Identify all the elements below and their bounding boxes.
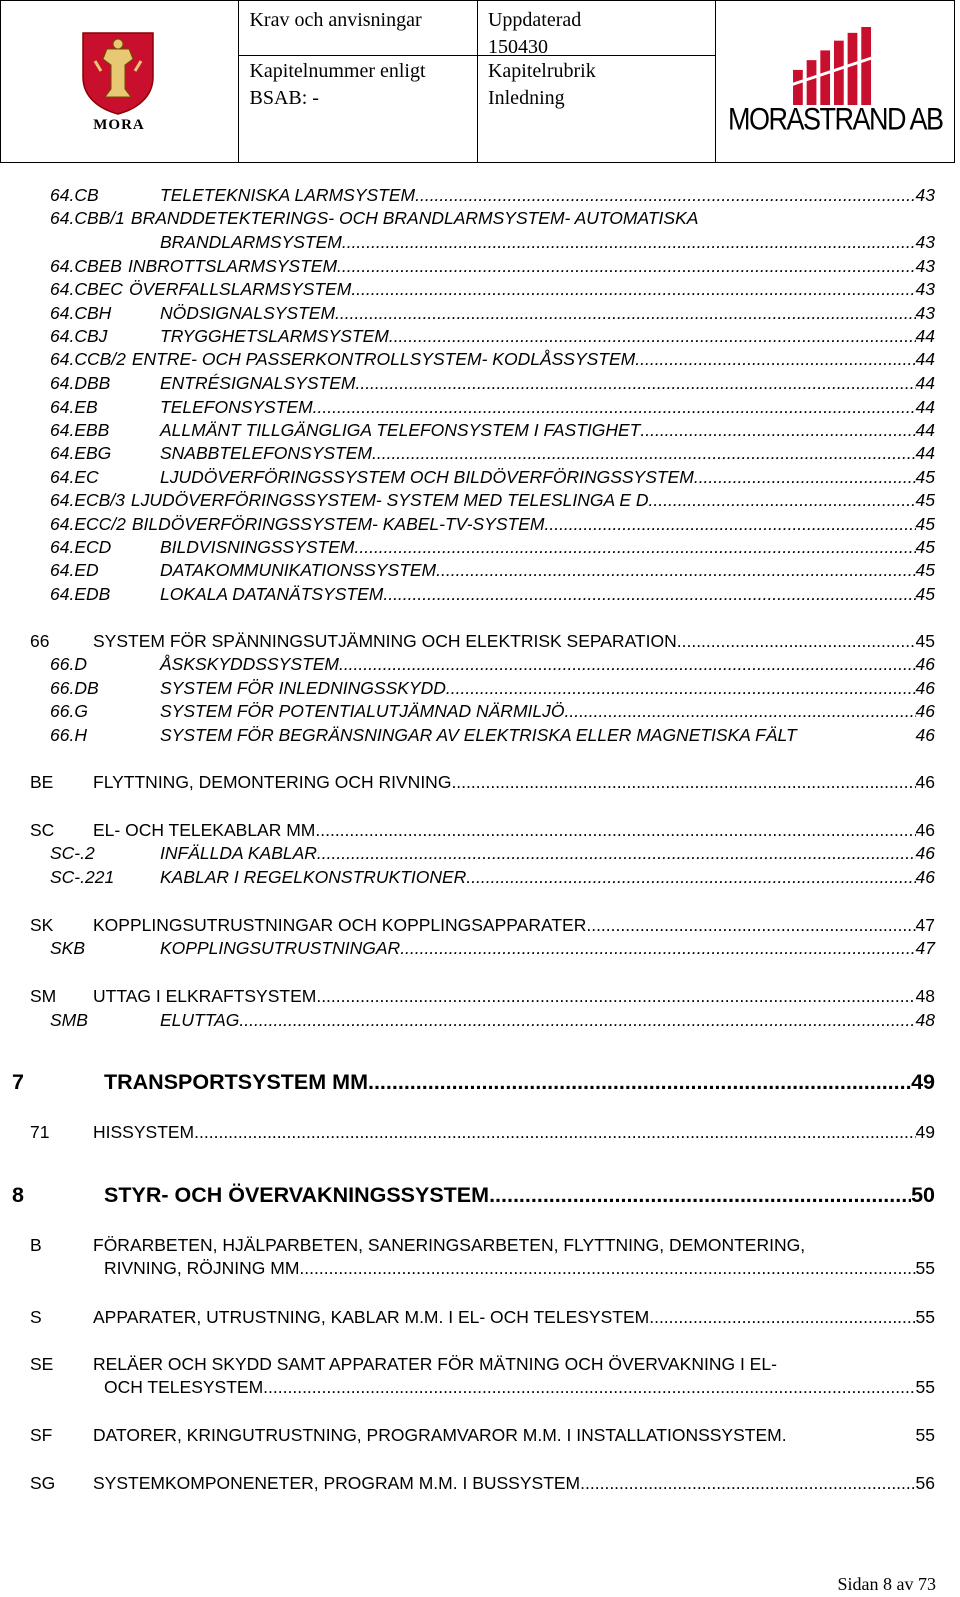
toc-entry-page: 45 xyxy=(915,514,935,534)
toc-entry[interactable] xyxy=(0,1306,960,1330)
toc-entry-code: 64.CBJ xyxy=(50,326,108,346)
toc-entry-page: 43 xyxy=(915,303,935,323)
toc-entry-code: 66.H xyxy=(50,725,87,745)
toc-entry-title: OCH TELESYSTEM xyxy=(104,1377,264,1397)
toc-entry-page: 46 xyxy=(915,843,935,863)
toc-entry-page: 47 xyxy=(915,915,935,935)
toc-entry-code: SM xyxy=(30,986,57,1006)
dot-leader xyxy=(694,466,916,488)
toc-entry[interactable] xyxy=(0,1353,960,1400)
toc-entry-code: 64.CBEB xyxy=(50,256,122,276)
toc-entry[interactable] xyxy=(0,1009,960,1033)
dot-leader xyxy=(263,1376,915,1398)
toc-entry-code: 64.CCB/2 xyxy=(50,349,126,369)
toc-entry-code: SC-.221 xyxy=(50,867,115,887)
toc-entry-page: 44 xyxy=(915,443,935,463)
toc-entry-page: 45 xyxy=(915,467,935,487)
toc-entry-code: 64.EBB xyxy=(50,420,110,440)
dot-leader xyxy=(351,278,915,300)
toc-entry-code: 64.EC xyxy=(50,467,99,487)
toc-entry-title: FÖRARBETEN, HJÄLPARBETEN, SANERINGSARBETEN, FLYTTNING, DEMONTERING, xyxy=(93,1235,806,1255)
toc-entry[interactable] xyxy=(0,1182,960,1206)
toc-entry-page: 43 xyxy=(915,256,935,276)
toc-entry-title: INBROTTSLARMSYSTEM xyxy=(127,256,338,276)
document-header xyxy=(0,0,955,163)
toc-entry-title: UTTAG I ELKRAFTSYSTEM xyxy=(93,986,317,1006)
toc-entry-page: 46 xyxy=(915,654,935,674)
toc-entry-title: KABLAR I REGELKONSTRUKTIONER xyxy=(160,867,467,887)
toc-entry-title: TRANSPORTSYSTEM MM xyxy=(104,1070,368,1094)
toc-entry-title: ELUTTAG xyxy=(160,1010,240,1030)
toc-entry-title: ENTRÉSIGNALSYSTEM xyxy=(160,373,356,393)
toc-entry-page: 44 xyxy=(915,326,935,346)
page-number: Sidan 8 av 73 xyxy=(837,1574,936,1594)
toc-entry-page: 46 xyxy=(915,678,935,698)
toc-entry[interactable] xyxy=(0,559,960,583)
chapter-number-label: Kapitelnummer enligt xyxy=(249,60,426,82)
updated-label: Uppdaterad xyxy=(487,9,582,31)
toc-entry-title: KOPPLINGSUTRUSTNINGAR OCH KOPPLINGSAPPARATER xyxy=(93,915,587,935)
dot-leader xyxy=(489,1182,911,1208)
toc-entry-title: SYSTEM FÖR BEGRÄNSNINGAR AV ELEKTRISKA ELLER MAGNETISKA FÄLT xyxy=(160,725,797,745)
toc-entry-title: NÖDSIGNALSYSTEM xyxy=(160,303,336,323)
toc-entry[interactable] xyxy=(0,985,960,1009)
toc-entry-code: SKB xyxy=(50,938,86,958)
toc-entry-title: SYSTEM FÖR POTENTIALUTJÄMNAD NÄRMILJÖ xyxy=(160,701,565,721)
toc-entry[interactable] xyxy=(0,325,960,349)
toc-entry-page: 44 xyxy=(915,420,935,440)
toc-entry-page: 46 xyxy=(915,772,935,792)
toc-entry-page: 45 xyxy=(915,584,935,604)
toc-entry-code: 8 xyxy=(12,1183,24,1207)
dot-leader xyxy=(355,372,915,394)
toc-entry[interactable] xyxy=(0,278,960,302)
dot-leader xyxy=(339,653,916,675)
toc-entry-code: 64.DBB xyxy=(50,373,111,393)
toc-entry[interactable] xyxy=(0,536,960,560)
toc-entry-code: SC xyxy=(30,820,55,840)
toc-entry[interactable] xyxy=(0,302,960,326)
dot-leader xyxy=(580,1472,915,1494)
toc-entry[interactable] xyxy=(0,842,960,866)
toc-entry-title: SNABBTELEFONSYSTEM xyxy=(160,443,372,463)
toc-entry[interactable] xyxy=(0,677,960,701)
toc-entry-page: 45 xyxy=(915,537,935,557)
toc-entry-title: BILDVISNINGSSYSTEM xyxy=(160,537,355,557)
toc-entry-code: SC-.2 xyxy=(50,843,95,863)
toc-entry-code: S xyxy=(30,1307,42,1327)
toc-entry-title: BRANDLARMSYSTEM xyxy=(160,232,342,252)
toc-entry[interactable] xyxy=(0,419,960,443)
toc-entry-code: 64.CB xyxy=(50,185,99,205)
dot-leader xyxy=(299,1257,915,1279)
toc-entry-page: 49 xyxy=(915,1122,935,1142)
mora-wordmark: MORA xyxy=(93,117,145,133)
dot-leader xyxy=(194,1121,915,1143)
dot-leader xyxy=(317,842,916,864)
toc-entry-page: 45 xyxy=(915,631,935,651)
toc-entry[interactable] xyxy=(0,866,960,890)
toc-entry-page: 44 xyxy=(915,349,935,369)
toc-entry-page: 46 xyxy=(915,867,935,887)
toc-entry-title: TRYGGHETSLARMSYSTEM xyxy=(160,326,389,346)
toc-entry[interactable] xyxy=(0,653,960,677)
toc-entry-page: 55 xyxy=(915,1377,935,1397)
toc-entry[interactable] xyxy=(0,396,960,420)
toc-entry-code: 7 xyxy=(12,1070,24,1094)
toc-entry-code: 64.CBH xyxy=(50,303,112,323)
toc-entry-page: 48 xyxy=(915,986,935,1006)
chapter-number-value: BSAB: - xyxy=(249,87,319,109)
dot-leader xyxy=(564,700,915,722)
toc-entry-code: SMB xyxy=(50,1010,88,1030)
morastrand-logo-cell xyxy=(716,1,955,163)
toc-entry-page: 55 xyxy=(915,1307,935,1327)
toc-entry-page: 44 xyxy=(915,373,935,393)
toc-entry[interactable] xyxy=(0,700,960,724)
dot-leader xyxy=(466,866,915,888)
toc-entry-code: 64.EBG xyxy=(50,443,112,463)
dot-leader xyxy=(337,255,915,277)
toc-entry-title: SYSTEM FÖR INLEDNINGSSKYDD xyxy=(160,678,446,698)
dot-leader xyxy=(451,771,915,793)
toc-entry[interactable] xyxy=(0,255,960,279)
toc-entry-code: 64.EDB xyxy=(50,584,111,604)
toc-entry-code: 64.ECC/2 xyxy=(50,514,126,534)
toc-entry-code: SF xyxy=(30,1425,53,1445)
toc-entry-title: KOPPLINGSUTRUSTNINGAR xyxy=(160,938,401,958)
mora-coat-of-arms-icon xyxy=(81,31,155,115)
dot-leader xyxy=(316,985,915,1007)
toc-entry-code: SK xyxy=(30,915,54,935)
toc-entry-title: ALLMÄNT TILLGÄNGLIGA TELEFONSYSTEM I FASTIGHET xyxy=(160,420,641,440)
dot-leader xyxy=(436,559,915,581)
toc-entry-page: 50 xyxy=(911,1183,935,1207)
toc-entry[interactable] xyxy=(0,184,960,208)
toc-entry-page: 47 xyxy=(915,938,935,958)
dot-leader xyxy=(400,937,915,959)
toc-entry-page: 43 xyxy=(915,279,935,299)
toc-entry-code: 64.CBEC xyxy=(50,279,123,299)
dot-leader xyxy=(635,348,915,370)
toc-entry-code: 71 xyxy=(30,1122,50,1142)
toc-entry[interactable] xyxy=(0,1424,960,1448)
dot-leader xyxy=(383,583,915,605)
toc-entry-page: 45 xyxy=(915,490,935,510)
toc-entry-title: FLYTTNING, DEMONTERING OCH RIVNING xyxy=(93,772,452,792)
toc-entry-page: 48 xyxy=(915,1010,935,1030)
toc-entry[interactable] xyxy=(0,937,960,961)
toc-entry-page: 46 xyxy=(915,725,935,745)
toc-entry-title: BRANDDETEKTERINGS- OCH BRANDLARMSYSTEM- AUTOMATISKA xyxy=(130,208,699,228)
toc-entry-title: INFÄLLDA KABLAR xyxy=(160,843,317,863)
dot-leader xyxy=(239,1009,915,1031)
toc-entry-title: SYSTEM FÖR SPÄNNINGSUTJÄMNING OCH ELEKTRISK SEPARATION xyxy=(93,631,677,651)
toc-entry-title: BILDÖVERFÖRINGSSYSTEM- KABEL-TV-SYSTEM xyxy=(131,514,545,534)
chapter-heading-value: Inledning xyxy=(487,87,565,109)
dot-leader xyxy=(677,630,916,652)
dot-leader xyxy=(649,489,916,511)
dot-leader xyxy=(389,325,916,347)
toc-entry[interactable] xyxy=(0,442,960,466)
toc-entry-title: LJUDÖVERFÖRINGSSYSTEM- SYSTEM MED TELESLINGA E D xyxy=(130,490,649,510)
toc-entry-page: 55 xyxy=(915,1425,935,1445)
chapter-heading-label: Kapitelrubrik xyxy=(487,60,596,82)
dot-leader xyxy=(315,819,915,841)
dot-leader xyxy=(355,536,916,558)
toc-entry-code: 64.ECD xyxy=(50,537,112,557)
dot-leader xyxy=(372,442,916,464)
toc-entry[interactable] xyxy=(0,724,960,748)
dot-leader xyxy=(335,302,915,324)
toc-entry-code: BE xyxy=(30,772,54,792)
toc-entry-page: 45 xyxy=(915,560,935,580)
toc-entry[interactable] xyxy=(0,372,960,396)
toc-entry-page: 55 xyxy=(915,1258,935,1278)
toc-entry-page: 46 xyxy=(915,820,935,840)
updated-value: 150430 xyxy=(487,36,548,58)
toc-entry[interactable] xyxy=(0,348,960,372)
toc-entry-title: APPARATER, UTRUSTNING, KABLAR M.M. I EL- OCH TELESYSTEM xyxy=(93,1307,650,1327)
toc-entry-title: LJUDÖVERFÖRINGSSYSTEM OCH BILDÖVERFÖRINGSSYSTEM xyxy=(160,467,694,487)
dot-leader xyxy=(342,231,916,253)
toc-entry[interactable] xyxy=(0,1472,960,1496)
toc-entry-title: HISSYSTEM xyxy=(93,1122,195,1142)
toc-entry-code: B xyxy=(30,1235,42,1255)
toc-entry[interactable] xyxy=(0,466,960,490)
toc-entry[interactable] xyxy=(0,489,960,513)
toc-entry-title: LOKALA DATANÄTSYSTEM xyxy=(160,584,384,604)
toc-entry-code: 64.EB xyxy=(50,397,98,417)
toc-entry-title: RELÄER OCH SKYDD SAMT APPARATER FÖR MÄTNING OCH ÖVERVAKNING I EL- xyxy=(93,1354,777,1374)
toc-entry[interactable] xyxy=(0,819,960,843)
toc-entry-code: 64.CBB/1 xyxy=(50,208,125,228)
toc-entry-code: 66.G xyxy=(50,701,88,721)
toc-entry[interactable] xyxy=(0,630,960,654)
toc-entry-title: DATORER, KRINGUTRUSTNING, PROGRAMVAROR M.M. I INSTALLATIONSSYSTEM. xyxy=(93,1425,787,1445)
toc-entry-title: ENTRE- OCH PASSERKONTROLLSYSTEM- KODLÅSSYSTEM xyxy=(131,349,636,369)
morastrand-bars-icon xyxy=(788,27,878,105)
requirements-label: Krav och anvisningar xyxy=(249,9,422,31)
toc-entry-page: 49 xyxy=(911,1070,935,1094)
toc-entry[interactable] xyxy=(0,1069,960,1093)
dot-leader xyxy=(544,513,915,535)
dot-leader xyxy=(649,1306,915,1328)
dot-leader xyxy=(446,677,916,699)
toc-entry-code: SE xyxy=(30,1354,54,1374)
dot-leader xyxy=(368,1069,911,1095)
dot-leader xyxy=(640,419,915,441)
toc-entry-title: EL- OCH TELEKABLAR MM xyxy=(93,820,316,840)
toc-entry-page: 44 xyxy=(915,397,935,417)
toc-entry[interactable] xyxy=(0,914,960,938)
toc-entry-title: SYSTEMKOMPONENETER, PROGRAM M.M. I BUSSYSTEM xyxy=(93,1473,581,1493)
toc-entry-page: 46 xyxy=(915,701,935,721)
toc-entry-page: 56 xyxy=(915,1473,935,1493)
toc-entry-title: TELEFONSYSTEM xyxy=(160,397,313,417)
toc-entry-page: 43 xyxy=(915,232,935,252)
toc-entry-code: 66.DB xyxy=(50,678,99,698)
toc-entry-code: 64.ED xyxy=(50,560,99,580)
morastrand-wordmark: MORASTRAND AB xyxy=(727,101,943,137)
requirements-cell xyxy=(239,1,477,163)
toc-entry-code: 64.ECB/3 xyxy=(50,490,125,510)
toc-entry-page: 43 xyxy=(915,185,935,205)
toc-entry-title: ÅSKSKYDDSSYSTEM xyxy=(160,654,339,674)
toc-entry-title: DATAKOMMUNIKATIONSSYSTEM xyxy=(160,560,437,580)
toc-entry-code: 66.D xyxy=(50,654,87,674)
toc-entry[interactable] xyxy=(0,513,960,537)
dot-leader xyxy=(415,184,915,206)
toc-entry[interactable] xyxy=(0,583,960,607)
toc-entry[interactable] xyxy=(0,1234,960,1281)
toc-entry-title: RIVNING, RÖJNING MM xyxy=(104,1258,300,1278)
toc-entry-code: 66 xyxy=(30,631,50,651)
updated-cell xyxy=(477,1,715,163)
mora-logo-cell xyxy=(1,1,239,163)
toc-entry[interactable] xyxy=(0,207,960,255)
toc-entry-title: TELETEKNISKA LARMSYSTEM xyxy=(160,185,416,205)
toc-entry[interactable] xyxy=(0,1121,960,1145)
dot-leader xyxy=(313,396,916,418)
toc-entry[interactable] xyxy=(0,771,960,795)
toc-entry-title: STYR- OCH ÖVERVAKNINGSSYSTEM xyxy=(104,1183,490,1207)
toc-entry-code: SG xyxy=(30,1473,56,1493)
dot-leader xyxy=(586,914,915,936)
toc-entry-title: ÖVERFALLSLARMSYSTEM xyxy=(128,279,352,299)
